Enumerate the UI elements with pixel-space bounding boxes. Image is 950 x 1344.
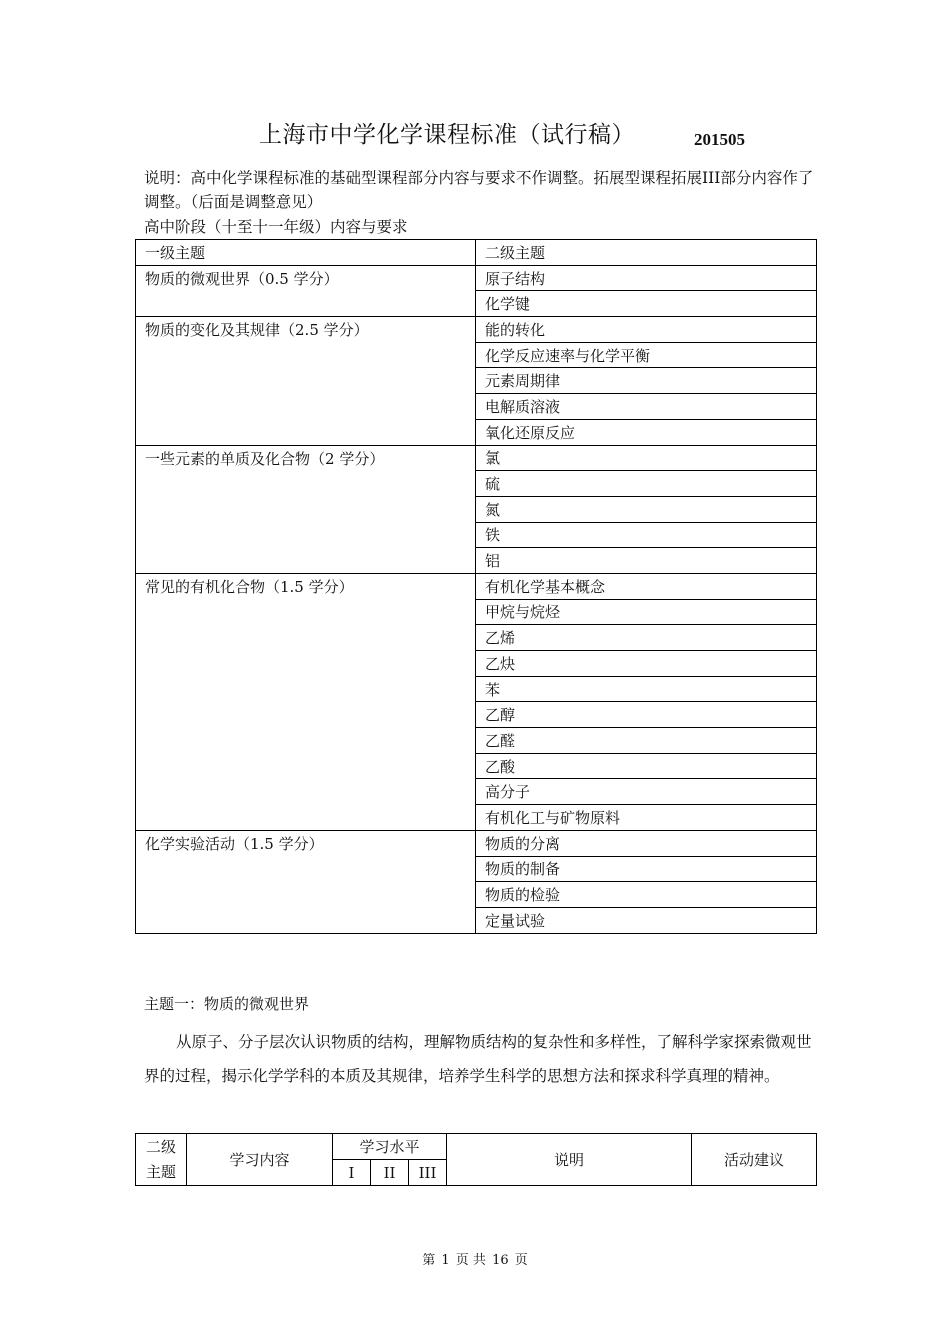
secondary-topic-cell: 硫 bbox=[476, 471, 817, 497]
secondary-topic-cell: 有机化工与矿物原料 bbox=[476, 805, 817, 831]
primary-topic-cell: 化学实验活动（1.5 学分） bbox=[136, 830, 476, 933]
secondary-topic-cell: 物质的制备 bbox=[476, 856, 817, 882]
secondary-topic-cell: 化学反应速率与化学平衡 bbox=[476, 342, 817, 368]
explanatory-note: 说明：高中化学课程标准的基础型课程部分内容与要求不作调整。拓展型课程拓展III部分内容作了调整。（后面是调整意见） bbox=[144, 169, 814, 211]
footer-prefix: 第 bbox=[422, 1253, 436, 1268]
secondary-topic-cell: 苯 bbox=[476, 676, 817, 702]
secondary-topic-cell: 物质的检验 bbox=[476, 882, 817, 908]
outline-row bbox=[136, 265, 817, 291]
col-secondary-topic-line1: 二级 bbox=[145, 1137, 176, 1156]
footer-total-pages: 16 bbox=[492, 1253, 509, 1268]
stage-heading: 高中阶段（十至十一年级）内容与要求 bbox=[144, 218, 408, 236]
outline-row bbox=[136, 830, 817, 856]
footer-mid: 页 共 bbox=[455, 1253, 486, 1268]
secondary-topic-cell: 乙烯 bbox=[476, 625, 817, 651]
level-3: III bbox=[409, 1160, 447, 1186]
secondary-topic-cell: 物质的分离 bbox=[476, 830, 817, 856]
secondary-topic-cell: 乙醇 bbox=[476, 702, 817, 728]
secondary-topic-cell: 原子结构 bbox=[476, 265, 817, 291]
secondary-topic-cell: 元素周期律 bbox=[476, 368, 817, 394]
secondary-topic-cell: 氧化还原反应 bbox=[476, 419, 817, 445]
page-footer bbox=[0, 1249, 950, 1268]
level-1: I bbox=[333, 1160, 371, 1186]
detail-table bbox=[135, 1133, 817, 1186]
col-primary-topic-header: 一级主题 bbox=[136, 240, 476, 266]
secondary-topic-cell: 有机化学基本概念 bbox=[476, 573, 817, 599]
secondary-topic-cell: 能的转化 bbox=[476, 317, 817, 343]
topic-one-description: 从原子、分子层次认识物质的结构，理解物质结构的复杂性和多样性，了解科学家探索微观世界的过程，揭示化学学科的本质及其规律，培养学生科学的思想方法和探求科学真理的精神。 bbox=[144, 1033, 812, 1085]
title-row bbox=[0, 116, 950, 152]
secondary-topic-cell: 化学键 bbox=[476, 291, 817, 317]
outline-row bbox=[136, 445, 817, 471]
primary-topic-cell: 物质的变化及其规律（2.5 学分） bbox=[136, 317, 476, 445]
outline-row bbox=[136, 573, 817, 599]
outline-row bbox=[136, 317, 817, 343]
secondary-topic-cell: 高分子 bbox=[476, 779, 817, 805]
footer-page-number: 1 bbox=[441, 1253, 450, 1268]
col-secondary-topic-line2: 主题 bbox=[145, 1162, 176, 1181]
primary-topic-cell: 一些元素的单质及化合物（2 学分） bbox=[136, 445, 476, 573]
secondary-topic-cell: 铝 bbox=[476, 548, 817, 574]
secondary-topic-cell: 铁 bbox=[476, 522, 817, 548]
topic-one-title: 主题一：物质的微观世界 bbox=[144, 995, 310, 1013]
level-2: II bbox=[371, 1160, 409, 1186]
secondary-topic-cell: 氯 bbox=[476, 445, 817, 471]
secondary-topic-cell: 氮 bbox=[476, 496, 817, 522]
primary-topic-cell: 物质的微观世界（0.5 学分） bbox=[136, 265, 476, 316]
document-code: 201505 bbox=[694, 130, 745, 149]
col-activity-suggestion: 活动建议 bbox=[692, 1134, 817, 1186]
document-title: 上海市中学化学课程标准（试行稿） bbox=[259, 122, 635, 148]
secondary-topic-cell: 乙酸 bbox=[476, 753, 817, 779]
col-secondary-topic-header: 二级主题 bbox=[476, 240, 817, 266]
secondary-topic-cell: 定量试验 bbox=[476, 907, 817, 933]
outline-header-row bbox=[136, 240, 817, 266]
secondary-topic-cell: 乙醛 bbox=[476, 728, 817, 754]
secondary-topic-cell: 甲烷与烷烃 bbox=[476, 599, 817, 625]
secondary-topic-cell: 乙炔 bbox=[476, 651, 817, 677]
col-learning-content: 学习内容 bbox=[187, 1134, 333, 1186]
col-learning-level: 学习水平 bbox=[333, 1134, 447, 1160]
secondary-topic-cell: 电解质溶液 bbox=[476, 394, 817, 420]
footer-suffix: 页 bbox=[514, 1253, 528, 1268]
outline-table bbox=[135, 239, 817, 934]
primary-topic-cell: 常见的有机化合物（1.5 学分） bbox=[136, 573, 476, 830]
col-explanation: 说明 bbox=[447, 1134, 692, 1186]
col-secondary-topic bbox=[136, 1134, 187, 1186]
